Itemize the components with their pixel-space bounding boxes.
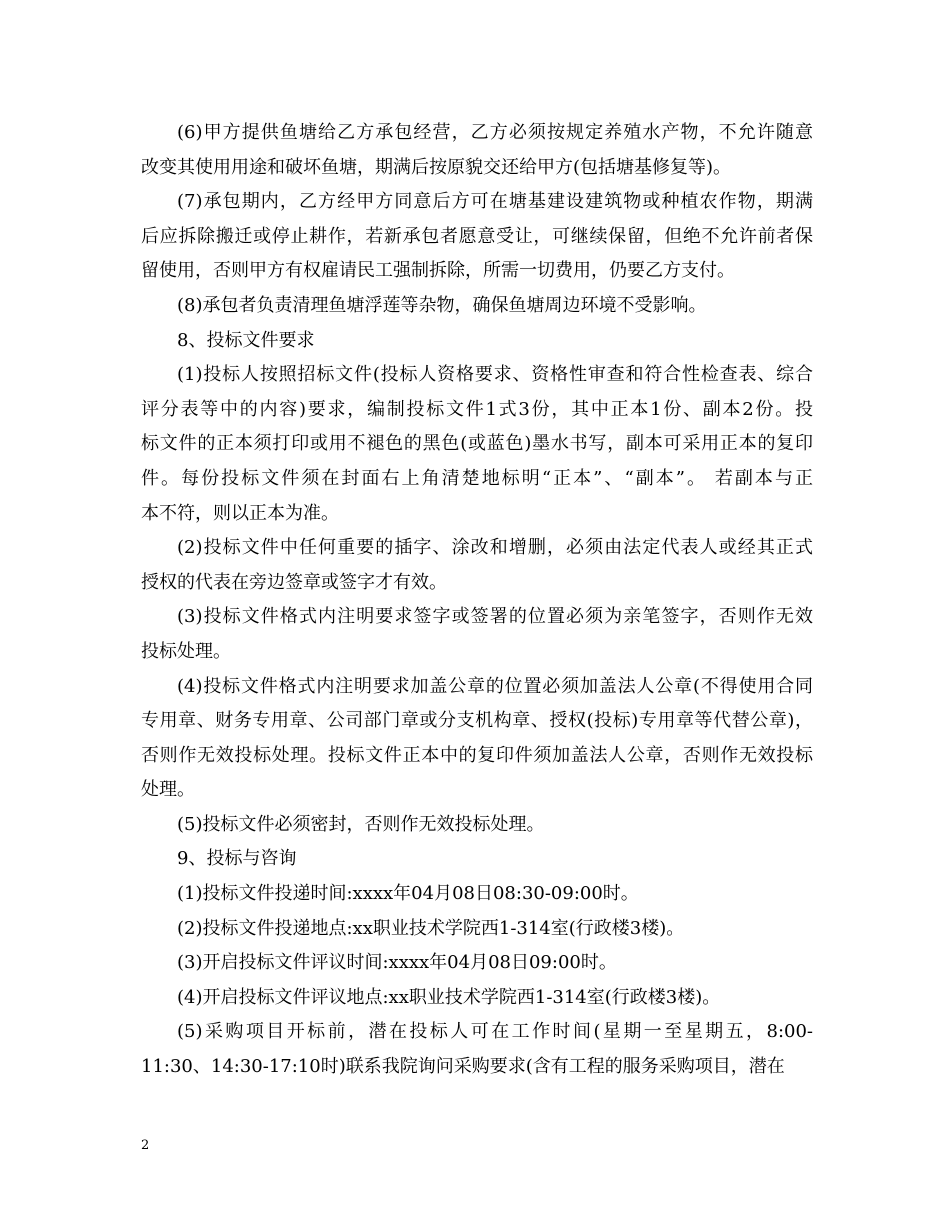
- text-line: (7)承包期内，乙方经甲方同意后方可在塘基建设建筑物或种植农作物，期满: [177, 191, 813, 213]
- paragraph: [141, 600, 813, 669]
- paragraph: [141, 912, 813, 947]
- text-line: (1)投标文件投递时间:xxxx年04月08日08:30-09:00时。: [177, 883, 639, 905]
- text-line: (5)投标文件必须密封，否则作无效投标处理。: [177, 813, 545, 835]
- text-line: (6)甲方提供鱼塘给乙方承包经营，乙方必须按规定养殖水产物，不允许随意: [177, 122, 813, 143]
- text-line: (3)投标文件格式内注明要求签字或签署的位置必须为亲笔签字，否则作无效: [177, 606, 813, 628]
- text-line: 投标处理。: [141, 640, 231, 662]
- text-line: (4)开启投标文件评议地点:xx职业技术学院西1-314室(行政楼3楼)。: [177, 986, 721, 1008]
- paragraph: [141, 116, 813, 185]
- paragraph: [141, 842, 813, 877]
- paragraph: [141, 981, 813, 1016]
- text-line: 本不符，则以正本为准。: [141, 502, 339, 524]
- text-line: (2)投标文件投递地点:xx职业技术学院西1-314室(行政楼3楼)。: [177, 917, 685, 939]
- paragraph: [141, 324, 813, 359]
- text-line: 11:30、14:30-17:10时)联系我院询问采购要求(含有工程的服务采购项目，潜在: [141, 1056, 785, 1078]
- text-line: 改变其使用用途和破坏鱼塘，期满后按原貌交还给甲方(包括塘基修复等)。: [141, 156, 732, 178]
- text-line: 标文件的正本须打印或用不褪色的黑色(或蓝色)墨水书写，副本可采用正本的复印: [141, 433, 813, 455]
- text-line: 专用章、财务专用章、公司部门章或分支机构章、授权(投标)专用章等代替公章)，: [141, 710, 813, 732]
- paragraph: [141, 358, 813, 531]
- paragraph: [141, 946, 813, 981]
- page-number: 2: [141, 1138, 150, 1153]
- text-line: (8)承包者负责清理鱼塘浮莲等杂物，确保鱼塘周边环境不受影响。: [177, 294, 707, 316]
- text-line: 9、投标与咨询: [177, 848, 297, 870]
- text-line: 件。每份投标文件须在封面右上角清楚地标明“正本”、“副本”。 若副本与正: [141, 467, 813, 489]
- text-line: 处理。: [141, 779, 195, 801]
- text-line: 留使用，否则甲方有权雇请民工强制拆除，所需一切费用，仍要乙方支付。: [141, 260, 735, 282]
- document-body: [141, 116, 813, 1085]
- text-line: 8、投标文件要求: [177, 329, 315, 351]
- paragraph: [141, 877, 813, 912]
- text-line: 评分表等中的内容)要求，编制投标文件1式3份，其中正本1份、副本2份。投: [141, 398, 813, 420]
- text-line: 授权的代表在旁边签章或签字才有效。: [141, 571, 447, 593]
- paragraph: [141, 1015, 813, 1084]
- text-line: 后应拆除搬迁或停止耕作，若新承包者愿意受让，可继续保留，但绝不允许前者保: [141, 225, 813, 247]
- text-line: (3)开启投标文件评议时间:xxxx年04月08日09:00时。: [177, 952, 617, 974]
- paragraph: [141, 289, 813, 324]
- paragraph: [141, 670, 813, 808]
- paragraph: [141, 185, 813, 289]
- text-line: 否则作无效投标处理。投标文件正本中的复印件须加盖法人公章，否则作无效投标: [141, 744, 813, 766]
- text-line: (5)采购项目开标前，潜在投标人可在工作时间(星期一至星期五，8:00-: [177, 1021, 813, 1043]
- text-line: (2)投标文件中任何重要的插字、涂改和增删，必须由法定代表人或经其正式: [177, 537, 813, 559]
- text-line: (4)投标文件格式内注明要求加盖公章的位置必须加盖法人公章(不得使用合同: [177, 675, 813, 697]
- paragraph: [141, 808, 813, 843]
- paragraph: [141, 531, 813, 600]
- text-line: (1)投标人按照招标文件(投标人资格要求、资格性审查和符合性检查表、综合: [177, 364, 813, 386]
